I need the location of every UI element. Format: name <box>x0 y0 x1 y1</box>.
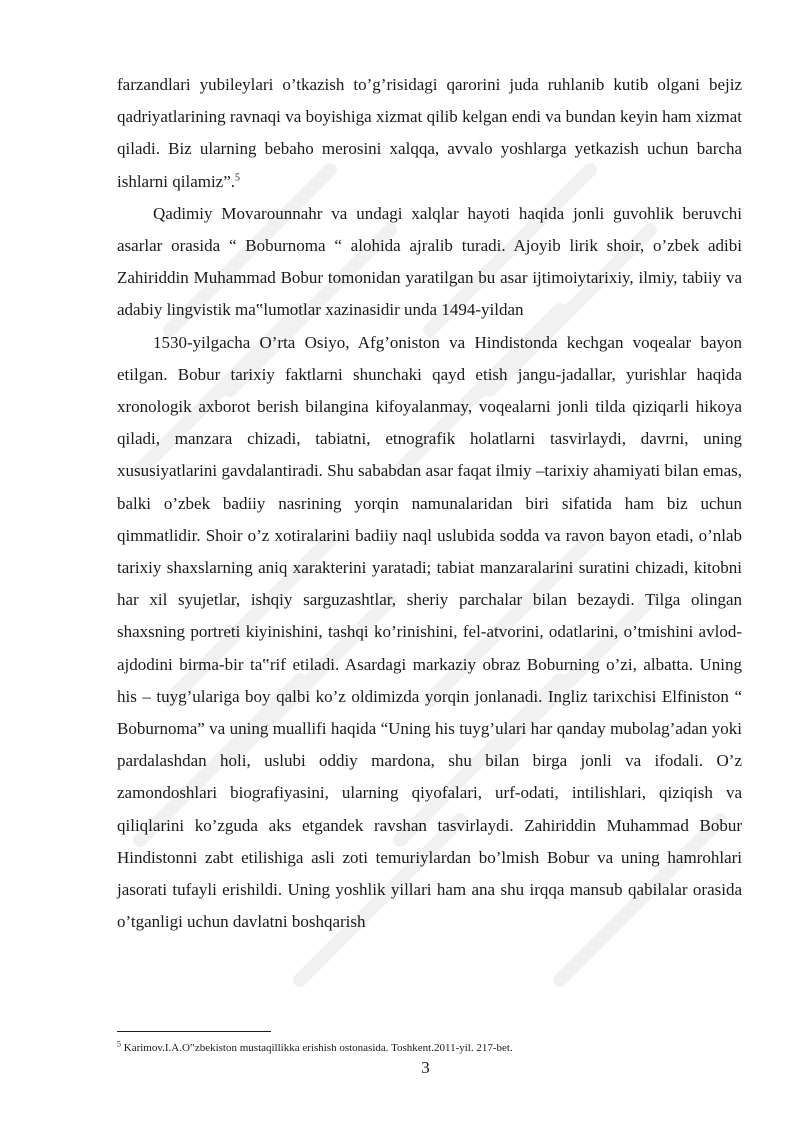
paragraph-1-text: farzandlari yubileylari o’tkazish to’g’risidagi qarorini juda ruhlanib kutib olgani bejiz qadriyatlarining ravnaqi va boyishiga xizmat qilib kelgan endi va bundan keyin ham xizmat qiladi. Biz ularning bebaho merosini xalqqa, avvalo yoshlarga yetkazish uchun barcha ishlarni qilamiz”. <box>117 75 742 191</box>
footnote-separator <box>117 1031 271 1032</box>
paragraph-1 <box>117 69 742 198</box>
footnote <box>117 1041 742 1055</box>
footnote-number: 5 <box>117 1039 121 1049</box>
footnote-text: Karimov.I.A.O‟zbekiston mustaqillikka erishish ostonasida. Toshkent.2011-yil. 217-bet. <box>123 1042 513 1054</box>
footnote-reference[interactable]: 5 <box>235 171 241 183</box>
page-number: 3 <box>421 1058 430 1077</box>
paragraph-2: Qadimiy Movarounnahr va undagi xalqlar hayoti haqida jonli guvohlik beruvchi asarlar orasida “ Boburnoma “ alohida ajralib turadi. Ajoyib lirik shoir, o’zbek adibi Zahiriddin Muhammad Bobur tomonidan yaratilgan bu asar ijtimoiytarixiy, ilmiy, tabiiy va adabiy lingvistik ma‟lumotlar xazinasidir unda 1494-yildan <box>117 203 742 320</box>
body-text <box>117 69 742 938</box>
paragraph-3: 1530-yilgacha O’rta Osiyo, Afg’oniston va Hindistonda kechgan voqealar bayon etilgan. Bobur tarixiy faktlarni shunchaki qayd etish jangu-jadallar, yurishlar haqida xronologik axborot berish bilangina kifoyalanmay, voqealarni jonli tilda qiziqarli hikoya qiladi, manzara chizadi, tabiatni, etnografik holatlarni tasvirlaydi, davrni, uning xususiyatlarini gavdalantiradi. Shu sababdan asar faqat ilmiy –tarixiy ahamiyati bilan emas, balki o’zbek badiiy nasrining yorqin namunalaridan biri sifatida ham biz uchun qimmatlidir. Shoir o’z xotiralarini badiiy naql uslubida sodda va ravon bayon etadi, o’nlab tarixiy shaxslarning aniq xarakterini yaratadi; tabiat manzaralarini suratini chizadi, kitobni har xil syujetlar, ishqiy sarguzashtlar, sheriy parchalar bilan bezaydi. Tilga olingan shaxsning portreti kiyinishini, tashqi ko’rinishini, fel-atvorini, odatlarini, o’tmishini avlod-ajdodini birma-bir ta‟rif etiladi. Asardagi markaziy obraz Boburning o’zi, albatta. Uning his – tuyg’ulariga boy qalbi ko’z oldimizda yorqin jonlanadi. Ingliz tarixchisi Elfiniston “ Boburnoma” va uning muallifi haqida “Uning his tuyg’ulari har qanday mubolag’adan yoki pardalashdan holi, uslubi oddiy mardona, shu bilan birga jonli va ifodali. O’z zamondoshlari biografiyasini, ularning qiyofalari, urf-odati, intilishlari, qiziqish va qiliqlarini ko’zguda aks etgandek ravshan tasvirlaydi. Zahiriddin Muhammad Bobur Hindistonni zabt etilishiga asli zoti temuriylardan bo’lmish Bobur va uning hamrohlari jasorati tufayli erishildi. Uning yoshlik yillari ham ana shu irqqa mansub qabilalar orasida o’tganligi uchun davlatni boshqarish <box>117 332 742 932</box>
